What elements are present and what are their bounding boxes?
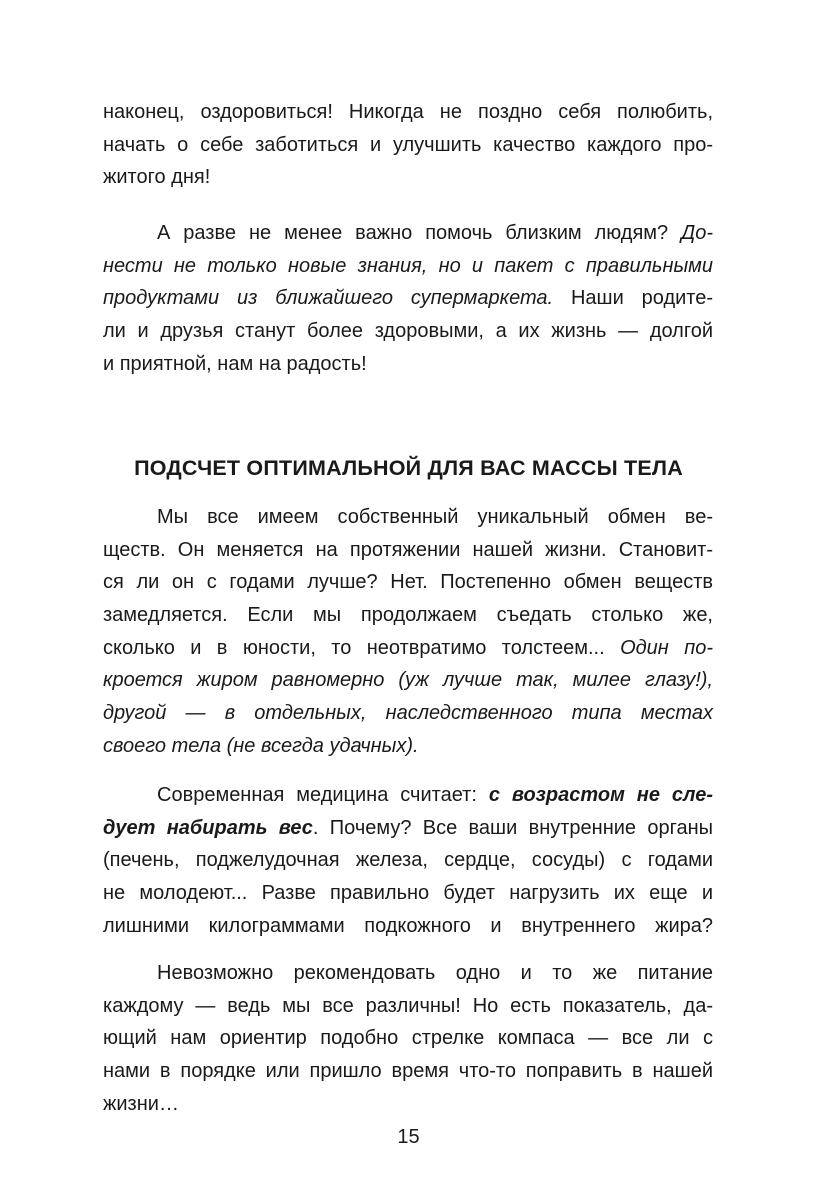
text-line <box>103 315 713 348</box>
text-line <box>103 844 713 877</box>
text-segment: ся ли он с годами лучше? Нет. Постепенно обмен веществ <box>103 571 713 594</box>
text-segment: Наши родите- <box>553 287 714 310</box>
text-line <box>103 1022 713 1055</box>
text-line <box>103 812 713 845</box>
text-line <box>103 664 713 697</box>
paragraph-3 <box>103 501 713 763</box>
text-line <box>103 96 713 129</box>
text-segment: и приятной, нам на радость! <box>103 352 367 375</box>
text-segment: сколько и в юности, то неотвратимо толстеем... <box>103 636 621 659</box>
text-line <box>103 599 713 632</box>
text-segment: ществ. Он меняется на протяжении нашей жизни. Становит- <box>103 538 713 561</box>
text-segment: замедляется. Если мы продолжаем съедать столько же, <box>103 604 713 627</box>
text-segment: не молодеют... Разве правильно будет нагрузить их еще и <box>103 882 713 905</box>
text-segment: . Почему? Все ваши внутренние органы <box>312 816 713 839</box>
paragraph-1 <box>103 96 713 194</box>
text-line <box>103 697 713 730</box>
text-line <box>103 910 713 943</box>
text-line <box>103 730 713 763</box>
bold-italic-text: с возрастом не сле- <box>488 784 714 806</box>
paragraph-2 <box>103 217 713 380</box>
text-line <box>103 282 713 315</box>
text-line <box>103 566 713 599</box>
text-segment: Невозможно рекомендовать одно и то же питание <box>157 962 713 984</box>
text-line <box>103 1088 713 1121</box>
text-segment: ли и друзья станут более здоровыми, а их жизнь — долгой <box>103 320 713 343</box>
italic-text: Один по- <box>620 636 713 659</box>
italic-text: своего тела (не всегда удачных). <box>103 734 419 757</box>
italic-text: продуктами из ближайшего супермаркета. <box>103 287 554 310</box>
text-line <box>103 1055 713 1088</box>
text-line <box>103 990 713 1023</box>
text-line <box>103 348 713 381</box>
text-segment: каждому — ведь мы все различны! Но есть показатель, да- <box>103 994 713 1017</box>
page-number: 15 <box>397 1126 420 1148</box>
text-segment: ющий нам ориентир подобно стрелке компаса — все ли с <box>103 1027 713 1050</box>
text-segment: нами в порядке или пришло время что-то поправить в нашей <box>103 1060 713 1083</box>
text-segment: (печень, поджелудочная железа, сердце, сосуды) с годами <box>103 849 713 872</box>
text-line <box>103 161 713 194</box>
text-line <box>103 534 713 567</box>
italic-text: До- <box>681 222 713 244</box>
text-segment: жизни… <box>103 1092 179 1115</box>
text-line <box>103 957 713 990</box>
italic-text: кроется жиром равномерно (уж лучше так, милее глазу!), <box>103 669 713 692</box>
text-segment: житого дня! <box>103 166 211 189</box>
text-line <box>103 632 713 665</box>
text-line <box>103 129 713 162</box>
italic-text: нести не только новые знания, но и пакет с правильными <box>103 254 713 277</box>
text-segment: А разве не менее важно помочь близким людям? <box>157 222 682 244</box>
text-segment: Мы все имеем собственный уникальный обмен ве- <box>157 506 713 528</box>
text-segment: лишними килограммами подкожного и внутреннего жира? <box>103 914 713 937</box>
text-line <box>103 250 713 283</box>
paragraph-4 <box>103 779 713 942</box>
text-segment: наконец, оздоровиться! Никогда не поздно себя полюбить, <box>103 101 713 123</box>
bold-italic-text: дует набирать вес <box>103 816 313 839</box>
paragraph-5 <box>103 957 713 1120</box>
text-line <box>103 501 713 534</box>
section-heading: ПОДСЧЕТ ОПТИМАЛЬНОЙ ДЛЯ ВАС МАССЫ ТЕЛА <box>134 456 683 480</box>
italic-text: другой — в отдельных, наследственного типа местах <box>103 702 713 725</box>
text-line <box>103 779 713 812</box>
text-line <box>103 217 713 250</box>
text-segment: начать о себе заботиться и улучшить качество каждого про- <box>103 133 713 156</box>
text-line <box>103 877 713 910</box>
text-segment: Современная медицина считает: <box>157 784 489 806</box>
